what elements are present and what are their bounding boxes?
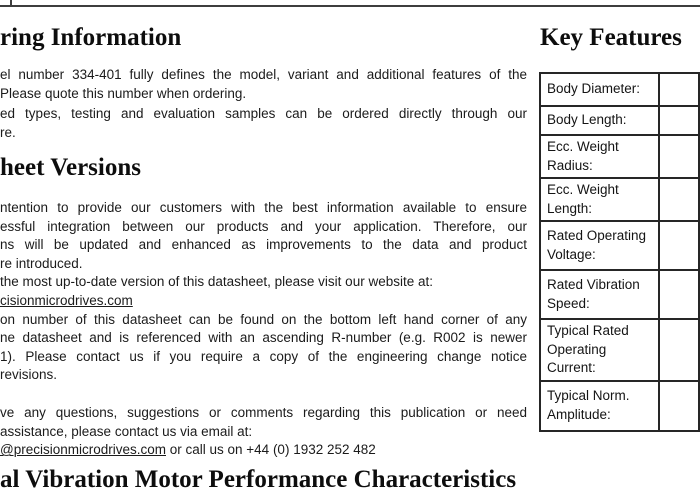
key-features-title: Key Features <box>540 24 682 51</box>
feature-value-cell <box>659 106 699 135</box>
table-row <box>540 106 699 135</box>
ordering-paragraph <box>0 65 527 143</box>
feature-label-line: Operating Current: <box>547 341 607 375</box>
feature-label-cell <box>540 221 659 270</box>
feature-value-cell <box>659 270 699 319</box>
paragraph-line: ne datasheet and is referenced with an ascending R-number (e.g. R002 is newer <box>0 330 527 346</box>
paragraph-line: assistance, please contact us via email at: <box>0 423 253 439</box>
feature-label-line: Typical Rated <box>547 323 629 338</box>
paragraph-line: revisions. <box>0 367 58 383</box>
performance-characteristics-title: al Vibration Motor Performance Characteristics <box>0 466 517 493</box>
top-rule <box>0 5 700 7</box>
website-link[interactable]: cisionmicrodrives.com <box>0 292 133 308</box>
email-link[interactable]: @precisionmicrodrives.com <box>0 442 166 458</box>
feature-label-line: Ecc. Weight Radius: <box>547 139 619 173</box>
ordering-information-title: ring Information <box>0 24 182 51</box>
table-row <box>540 270 699 319</box>
table-row <box>540 319 699 381</box>
table-row <box>540 73 699 106</box>
contact-paragraph <box>0 404 527 460</box>
feature-value-cell <box>659 135 699 178</box>
feature-label-cell <box>540 73 659 106</box>
feature-label-line: Rated Operating <box>547 228 647 243</box>
feature-label-line: Amplitude: <box>547 406 611 422</box>
feature-value-cell <box>659 381 699 431</box>
paragraph-line: ed types, testing and evaluation samples can be ordered directly through our <box>0 105 527 121</box>
paragraph-line: ntention to provide our customers with the best information available to ensure <box>0 200 527 215</box>
feature-label-cell <box>540 319 659 381</box>
versions-paragraph <box>0 199 527 385</box>
feature-label-line: Speed: <box>547 295 590 311</box>
key-features-table <box>539 72 700 432</box>
feature-value-cell <box>659 319 699 381</box>
contact-phone-line <box>0 441 527 460</box>
feature-label-cell <box>540 178 659 221</box>
feature-label-line: Ecc. Weight Length: <box>547 182 619 216</box>
paragraph-line: re. <box>0 125 16 141</box>
feature-value-cell <box>659 73 699 106</box>
paragraph-line: essful integration between our products and your application. Therefore, our <box>0 218 527 234</box>
paragraph-line: the most up-to-date version of this datasheet, please visit our website at: <box>0 274 433 290</box>
paragraph-line: 1). Please contact us if you require a copy of the engineering change notice <box>0 348 527 364</box>
feature-label-line: Typical Norm. <box>547 388 630 403</box>
feature-label-cell <box>540 381 659 431</box>
feature-label-line: Body Length: <box>547 112 627 128</box>
feature-value-cell <box>659 221 699 270</box>
phone-text: or call us on +44 (0) 1932 252 482 <box>166 442 376 458</box>
feature-label-line: Body Diameter: <box>547 81 641 97</box>
feature-value-cell <box>659 178 699 221</box>
table-row <box>540 178 699 221</box>
paragraph-line: Please quote this number when ordering. <box>0 86 247 102</box>
datasheet-versions-title: heet Versions <box>0 154 141 181</box>
paragraph-line: re introduced. <box>0 255 83 271</box>
paragraph-line: ns will be updated and enhanced as improvements to the data and product <box>0 237 527 253</box>
table-row <box>540 221 699 270</box>
feature-label-line: Rated Vibration <box>547 277 640 292</box>
table-row <box>540 381 699 431</box>
feature-label-cell <box>540 270 659 319</box>
paragraph-line: el number 334-401 fully defines the model, variant and additional features of the <box>0 67 527 82</box>
paragraph-line: on number of this datasheet can be found on the bottom left hand corner of any <box>0 311 527 327</box>
feature-label-line: Voltage: <box>547 246 596 262</box>
feature-label-cell <box>540 106 659 135</box>
feature-label-cell <box>540 135 659 178</box>
paragraph-line: ve any questions, suggestions or comments regarding this publication or need <box>0 405 527 420</box>
table-row <box>540 135 699 178</box>
